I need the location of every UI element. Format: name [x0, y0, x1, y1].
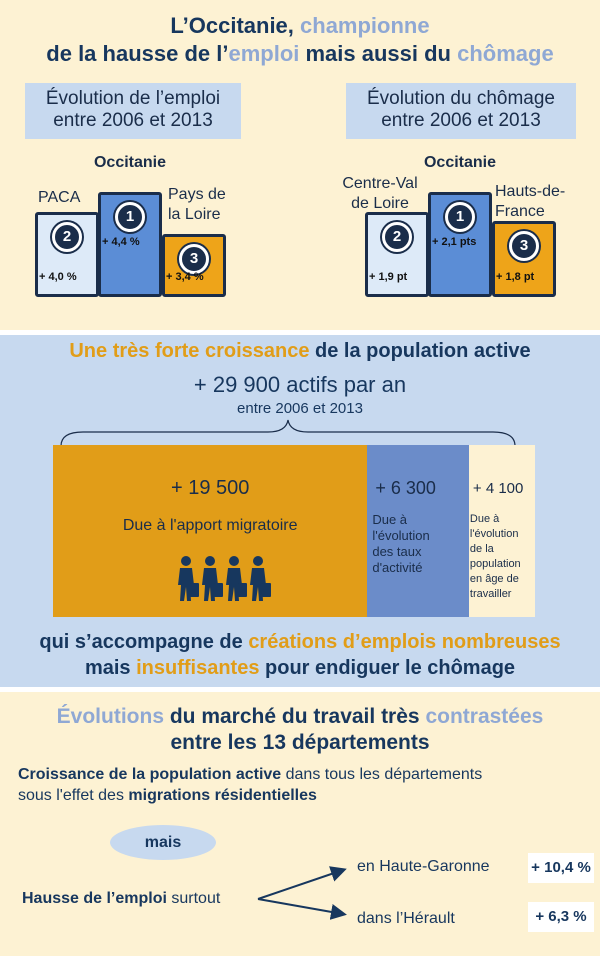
growth-line2-bold: migrations résidentielles — [128, 787, 317, 804]
podium-value-label: + 4,4 % — [102, 236, 140, 248]
medal-icon: 1 — [445, 202, 475, 232]
description-line: en âge de — [469, 573, 519, 585]
podium-category-label — [168, 185, 248, 225]
emploi-title-line2: entre 2006 et 2013 — [53, 110, 213, 131]
growth-text — [18, 764, 482, 806]
segment-description: Due à l'apport migratoire — [122, 517, 298, 534]
title-highlight: championne — [300, 13, 430, 38]
emploi-title-line1: Évolution de l’emploi — [45, 88, 221, 109]
category-label-line: Hauts-de- — [495, 183, 566, 200]
emploi-chart-title — [25, 83, 241, 139]
title-highlight: chômage — [457, 41, 554, 66]
title-highlight: emploi — [228, 41, 300, 66]
title-text: L’Occitanie, — [170, 13, 301, 38]
chomage-podium-chart — [300, 150, 600, 330]
description-line: Due à — [372, 512, 408, 527]
description-line: d'activité — [372, 560, 423, 575]
description-line: de la — [469, 543, 494, 555]
conclusion-text — [0, 629, 600, 681]
conclusion-part: mais — [84, 657, 137, 679]
title-text: de la hausse de l’ — [46, 41, 229, 66]
dept-title-line2: entre les 13 départements — [170, 731, 430, 754]
description-line: l'évolution — [372, 528, 430, 543]
dept-herault-label: dans l’Hérault — [357, 910, 455, 927]
category-label-line: Occitanie — [423, 154, 497, 171]
conclusion-highlight: insuffisantes — [136, 657, 260, 679]
chomage-title-line1: Évolution du chômage — [366, 88, 555, 109]
dept-herault-value: + 6,3 % — [528, 902, 594, 932]
chomage-chart-title — [346, 83, 576, 139]
segment-value-label: + 6 300 — [375, 478, 436, 498]
title-text: mais aussi du — [299, 41, 458, 66]
category-label-line: Pays de — [168, 186, 226, 203]
growth-rest: dans tous les départements — [281, 766, 483, 783]
category-label-line: la Loire — [168, 206, 221, 223]
main-title — [0, 12, 600, 68]
emploi-podium-chart — [0, 150, 300, 330]
medal-icon: 3 — [179, 244, 209, 274]
dept-title-highlight: Évolutions — [56, 705, 164, 728]
description-line: l'évolution — [469, 528, 519, 540]
dept-title-text: du marché du travail très — [164, 705, 426, 728]
growth-line2: sous l'effet des — [18, 787, 129, 804]
podium-category-label — [495, 182, 595, 222]
pop-period: entre 2006 et 2013 — [237, 400, 363, 417]
podium-value-label: + 4,0 % — [39, 271, 77, 283]
podium-value-label: + 3,4 % — [166, 271, 204, 283]
hausse-bold: Hausse de l’emploi — [22, 890, 167, 907]
migrants-icon — [175, 555, 280, 605]
medal-icon: 2 — [382, 222, 412, 252]
segment-value-label: + 4 100 — [472, 480, 524, 497]
description-line: des taux — [372, 544, 422, 559]
arrows-icon — [255, 862, 355, 922]
podium-category-label — [400, 153, 520, 173]
pop-total-label: + 29 900 actifs par an — [193, 372, 407, 397]
segment-description — [470, 512, 521, 602]
growth-bold: Croissance de la population active — [18, 766, 282, 783]
chomage-title-line2: entre 2006 et 2013 — [381, 110, 541, 131]
podium-category-label — [334, 174, 426, 214]
pop-title-text: de la population active — [309, 340, 531, 362]
podium-value-label: + 1,9 pt — [369, 271, 408, 283]
pop-title-highlight: Une très forte croissance — [69, 340, 310, 362]
section-departements — [0, 692, 600, 956]
description-line: Due à — [469, 513, 500, 525]
medal-icon: 3 — [509, 231, 539, 261]
section-emploi-chomage — [0, 0, 600, 330]
mais-ellipse: mais — [110, 825, 216, 860]
podium-category-label — [70, 153, 190, 173]
category-label-line: France — [495, 203, 545, 220]
dept-haute-garonne-value: + 10,4 % — [528, 853, 594, 883]
conclusion-part: qui s’accompagne de — [39, 631, 249, 653]
segment-value-label: + 19 500 — [170, 477, 250, 499]
category-label-line: PACA — [38, 189, 81, 206]
medal-icon: 1 — [115, 202, 145, 232]
category-label-line: Occitanie — [93, 154, 167, 171]
podium-value-label: + 1,8 pt — [496, 271, 535, 283]
conclusion-part: pour endiguer le chômage — [259, 657, 516, 679]
medal-icon: 2 — [52, 222, 82, 252]
conclusion-highlight: créations d’emplois nombreuses — [248, 631, 561, 653]
dept-title — [0, 704, 600, 756]
segment-description — [372, 512, 429, 576]
category-label-line: Centre-Val — [342, 175, 418, 192]
brace-icon — [58, 418, 518, 448]
dept-title-highlight: contrastées — [425, 705, 544, 728]
podium-value-label: + 2,1 pts — [432, 236, 477, 248]
category-label-line: de Loire — [351, 195, 409, 212]
hausse-text — [22, 890, 220, 908]
description-line: travailler — [469, 588, 512, 600]
hausse-rest: surtout — [166, 890, 221, 907]
dept-haute-garonne-label: en Haute-Garonne — [357, 858, 490, 875]
description-line: population — [469, 558, 521, 570]
pop-active-title — [0, 340, 600, 363]
